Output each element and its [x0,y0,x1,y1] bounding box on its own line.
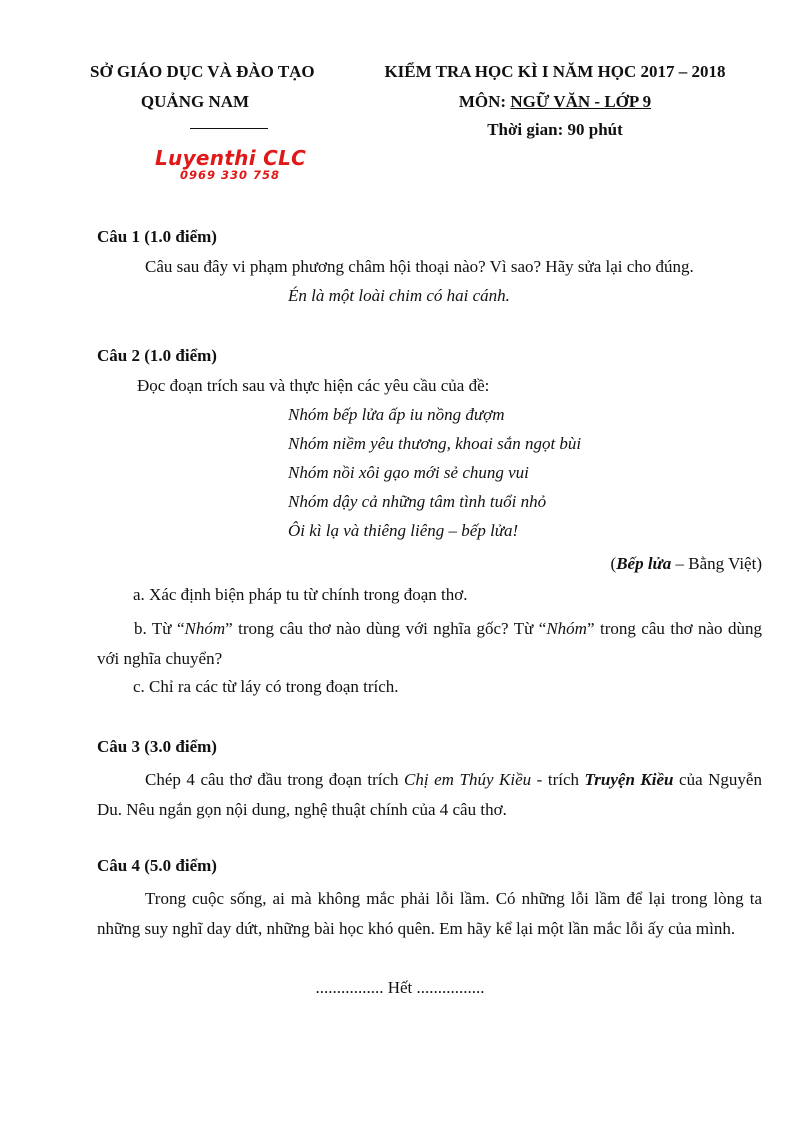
luyenthi-logo-phone: 0969 330 758 [179,168,281,182]
question-1-title: Câu 1 (1.0 điểm) [97,227,217,246]
q3-text: - trích [531,770,585,789]
q3-excerpt: Chị em Thúy Kiều [404,770,532,789]
q3-text: Chép 4 câu thơ đầu trong đoạn trích [145,770,405,789]
poem-source [611,554,762,574]
question-2-prompt: Đọc đoạn trích sau và thực hiện các yêu cầu của đề: [137,376,490,395]
poem-line: Nhóm niềm yêu thương, khoai sắn ngọt bùi [288,434,582,453]
poem-line: Nhóm bếp lửa ấp iu nồng đượm [288,405,505,424]
source-open: ( [610,554,617,573]
poem-line: Ôi kì lạ và thiêng liêng – bếp lửa! [288,521,519,540]
question-3-text [97,765,762,825]
q2b-word: Nhóm [184,619,226,638]
question-4-text: Trong cuộc sống, ai mà không mắc phải lỗi lầm. Có những lỗi lầm để lại trong lòng ta những suy nghĩ day dứt, những bài học khó quên. Em hãy kể lại một lần mắc lỗi ấy của mình. [97,889,762,938]
q3-text: của Nguyễn Du. Nêu ngắn gọn nội dung, nghệ thuật chính của 4 câu thơ. [97,770,762,819]
question-4-title: Câu 4 (5.0 điểm) [97,856,217,875]
luyenthi-logo-text: Luyenthi CLC [155,146,307,170]
poem-line: Nhóm nồi xôi gạo mới sẻ chung vui [288,463,529,482]
q2b-text: ” trong câu thơ nào dùng với nghĩa chuyển? [97,619,763,668]
question-1-example: Én là một loài chim có hai cánh. [288,286,510,305]
exam-duration: Thời gian: 90 phút [487,120,623,139]
end-marker: ................ Hết ................ [315,978,485,997]
subject-prefix: MÔN: [458,92,511,111]
subject-name: NGỮ VĂN - LỚP 9 [510,92,652,111]
question-3-title: Câu 3 (3.0 điểm) [97,737,217,756]
q2b-word: Nhóm [546,619,587,638]
poem-line: Nhóm dậy cả những tâm tình tuổi nhỏ [288,492,547,511]
department-name: SỞ GIÁO DỤC VÀ ĐÀO TẠO [90,62,315,81]
q3-work: Truyện Kiều [584,770,674,789]
exam-subject [365,92,745,112]
question-2b [97,614,762,674]
q2b-text: b. Từ “ [134,619,185,638]
question-2-title: Câu 2 (1.0 điểm) [97,346,217,365]
exam-title: KIỂM TRA HỌC KÌ I NĂM HỌC 2017 – 2018 [384,62,726,81]
q2b-text: ” trong câu thơ nào dùng với nghĩa gốc? Từ “ [225,619,547,638]
header-divider [190,128,268,129]
source-title: Bếp lửa [616,554,672,573]
province-name: QUẢNG NAM [140,92,250,111]
source-author: – Bằng Việt) [671,554,762,573]
question-2a: a. Xác định biện pháp tu từ chính trong đoạn thơ. [133,585,468,604]
question-1-prompt: Câu sau đây vi phạm phương châm hội thoại nào? Vì sao? Hãy sửa lại cho đúng. [145,257,694,276]
question-2c: c. Chỉ ra các từ láy có trong đoạn trích. [133,677,399,696]
